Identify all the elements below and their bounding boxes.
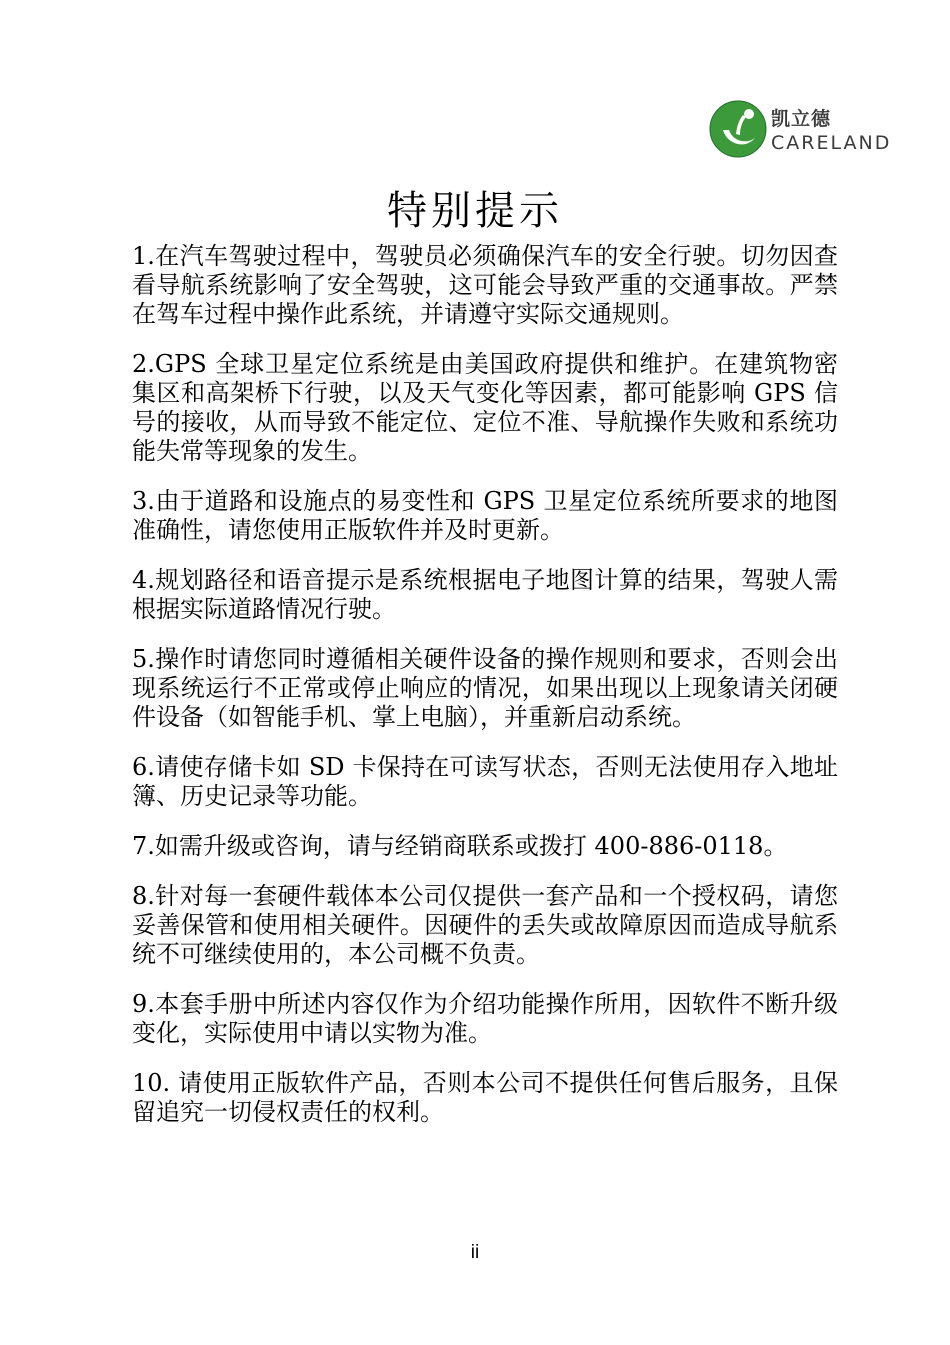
notice-item: 4.规划路径和语音提示是系统根据电子地图计算的结果，驾驶人需根据实际道路情况行驶。 — [132, 566, 838, 623]
logo-text-chinese: 凯立德 — [771, 108, 832, 130]
notice-item: 9.本套手册中所述内容仅作为介绍功能操作所用，因软件不断升级变化，实际使用中请以实物为准。 — [132, 990, 838, 1047]
notice-item: 5.操作时请您同时遵循相关硬件设备的操作规则和要求，否则会出现系统运行不正常或停止响应的情况，如果出现以上现象请关闭硬件设备（如智能手机、掌上电脑），并重新启动系统。 — [132, 645, 838, 731]
notice-item: 10. 请使用正版软件产品，否则本公司不提供任何售后服务，且保留追究一切侵权责任的权利。 — [132, 1069, 838, 1126]
page-title: 特别提示 — [387, 187, 563, 234]
page-number: ii — [470, 1242, 480, 1263]
careland-logo-icon — [709, 100, 767, 158]
notice-item: 2.GPS 全球卫星定位系统是由美国政府提供和维护。在建筑物密集区和高架桥下行驶，以及天气变化等因素，都可能影响 GPS 信号的接收，从而导致不能定位、定位不准、导航操作失败和系统功能失常等现象的发生。 — [132, 350, 838, 465]
logo-text-english: CARELAND — [771, 132, 892, 154]
notice-item: 3.由于道路和设施点的易变性和 GPS 卫星定位系统所要求的地图准确性，请您使用正版软件并及时更新。 — [132, 487, 838, 544]
notice-item: 1.在汽车驾驶过程中，驾驶员必须确保汽车的安全行驶。切勿因查看导航系统影响了安全驾驶，这可能会导致严重的交通事故。严禁在驾车过程中操作此系统，并请遵守实际交通规则。 — [132, 242, 838, 328]
notice-item: 7.如需升级或咨询，请与经销商联系或拨打 400-886-0118。 — [132, 832, 788, 860]
notice-list — [132, 242, 838, 1148]
careland-logo — [709, 100, 899, 158]
notice-item: 6.请使存储卡如 SD 卡保持在可读写状态，否则无法使用存入地址簿、历史记录等功能。 — [132, 753, 838, 810]
notice-item: 8.针对每一套硬件载体本公司仅提供一套产品和一个授权码，请您妥善保管和使用相关硬件。因硬件的丢失或故障原因而造成导航系统不可继续使用的，本公司概不负责。 — [132, 882, 838, 968]
